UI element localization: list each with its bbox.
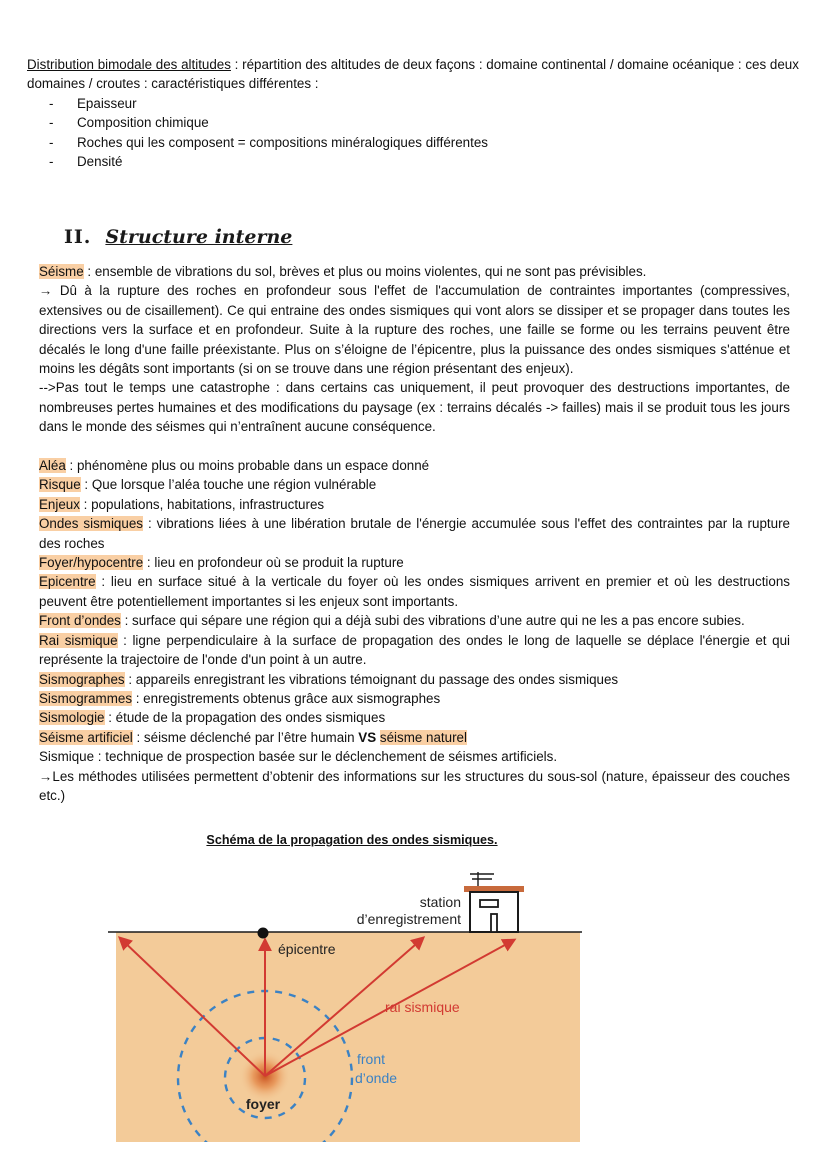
ground-layer: [116, 932, 580, 1142]
intro-block: [27, 55, 807, 171]
definition-epicentre: [39, 572, 790, 611]
term-highlight: Enjeux: [39, 496, 80, 512]
seismic-propagation-diagram: [108, 862, 582, 1142]
definition-enjeux: [39, 495, 790, 514]
spacer: [39, 437, 790, 456]
front-label-line2: d’onde: [355, 1070, 398, 1086]
recording-station: [464, 872, 524, 932]
definition-text: : ligne perpendiculaire à la surface de propagation des ondes le long de laquelle se déplace l'énergie et qui représente la trajectoire de l'onde d'un point à un autre.: [39, 632, 790, 668]
front-label: front: [357, 1051, 386, 1067]
term-highlight: Sismographes: [39, 671, 125, 687]
intro-text: : répartition des altitudes de deux façons : domaine continental / domaine océanique : ces deux domaines / croutes : caractéristiques différentes :: [27, 57, 799, 92]
definition-risque: [39, 475, 790, 494]
definition-sismogrammes: [39, 689, 790, 708]
definition-text: : étude de la propagation des ondes sismiques: [104, 710, 386, 726]
definition-text: : appareils enregistrant les vibrations témoignant du passage des ondes sismiques: [124, 671, 619, 687]
term-highlight: Séisme: [39, 264, 84, 279]
definition-sismographes: [39, 670, 790, 689]
station-label-line2: d’enregistrement: [356, 911, 461, 927]
term-plain: Sismique: [39, 749, 95, 765]
definition-text: : séisme déclenché par l’être humain: [132, 729, 359, 745]
list-item: - Densité: [27, 152, 807, 171]
seisme-definition: [39, 262, 790, 281]
rai-sismique-label: rai sismique: [385, 999, 460, 1015]
definition-text: : technique de prospection basée sur le déclenchement de séismes artificiels.: [94, 749, 558, 765]
definition-alea: [39, 456, 790, 475]
definition-text: : vibrations liées à une libération brutale de l'énergie accumulée sous l'effet des contraintes par la rupture des roches: [39, 516, 790, 551]
foyer-label: foyer: [245, 1096, 281, 1112]
intro-paragraph: [27, 55, 807, 94]
station-door: [491, 914, 497, 932]
term-highlight: Epicentre: [39, 574, 96, 590]
intro-term: Distribution bimodale des altitudes: [27, 57, 231, 72]
definition-sismologie: [39, 708, 790, 727]
list-item: - Roches qui les composent = compositions minéralogiques différentes: [27, 133, 807, 152]
term-highlight: Séisme artificiel: [39, 729, 133, 745]
epicentre-label: épicentre: [278, 941, 336, 957]
station-label: station: [419, 894, 461, 910]
definition-text: : Que lorsque l’aléa touche une région vulnérable: [80, 477, 377, 493]
term-highlight: Sismologie: [39, 710, 105, 726]
definition-text: : lieu en surface situé à la verticale du foyer où les ondes sismiques arrivent en premier et où les destructions peuvent être potentiellement importantes si les enjeux sont importants.: [39, 574, 790, 609]
term-highlight: séisme naturel: [379, 729, 467, 745]
definition-text: : populations, habitations, infrastructures: [79, 496, 325, 512]
term-highlight: Front d’ondes: [39, 613, 121, 629]
list-item: - Composition chimique: [27, 113, 807, 132]
definition-text: : lieu en profondeur où se produit la rupture: [143, 555, 404, 571]
definitions-block: [39, 262, 790, 805]
term-highlight: Ondes sismiques: [39, 516, 143, 532]
intro-list: [27, 94, 807, 172]
term-highlight: Sismogrammes: [39, 690, 133, 706]
definition-rai: [39, 631, 790, 670]
definition-ondes: [39, 514, 790, 553]
definition-text: : phénomène plus ou moins probable dans un espace donné: [65, 458, 430, 474]
definition-foyer: [39, 553, 790, 572]
section-title: Structure interne: [105, 226, 293, 248]
section-heading: [64, 224, 292, 250]
epicentre-dot: [258, 928, 269, 939]
seisme-explanation: → Dû à la rupture des roches en profondeur sous l'effet de l'accumulation de contraintes importantes (compressives, extensives ou de cisaillement). Ce qui entraine des ondes sismiques qui vont alors se dissiper et se propager dans toutes les directions vers la surface et en profondeur. Suite à la rupture des roches, une faille se forme ou les terrains peuvent être décalés le long d'une faille préexistante. Plus on s’éloigne de l’épicentre, plus la puissance des ondes sismiques s'atténue et moins les dégâts sont importants (si on se trouve dans une région présentant des enjeux).: [39, 283, 790, 377]
seisme-note: -->Pas tout le temps une catastrophe : dans certains cas uniquement, il peut provoquer des destructions importantes, de nombreuses pertes humaines et des modifications du paysage (ex : terrains décalés -> failles) mais il se produit tous les jours dans le monde des séismes qui n’entraînent aucune conséquence.: [39, 380, 790, 435]
vs-label: VS: [358, 729, 377, 745]
term-highlight: Risque: [39, 477, 81, 493]
diagram-title: Schéma de la propagation des ondes sismiques.: [206, 833, 498, 847]
sismique-note: →Les méthodes utilisées permettent d’obtenir des informations sur les structures du sous-sol (nature, épaisseur des couches etc.): [39, 768, 790, 803]
definition-sismique: [39, 747, 790, 766]
definition-front: [39, 611, 790, 630]
term-highlight: Rai sismique: [39, 632, 118, 648]
station-window: [480, 900, 498, 907]
list-item: - Epaisseur: [27, 94, 807, 113]
term-highlight: Aléa: [39, 458, 66, 474]
definition-text: : surface qui sépare une région qui a déjà subi des vibrations d’une autre qui ne les a pas encore subies.: [120, 613, 745, 629]
definition-text: : enregistrements obtenus grâce aux sismographes: [132, 690, 441, 706]
term-highlight: Foyer/hypocentre: [39, 555, 144, 571]
definition-text: : ensemble de vibrations du sol, brèves et plus ou moins violentes, qui ne sont pas prévisibles.: [83, 264, 647, 279]
definition-artificiel: [39, 728, 790, 747]
section-number: II.: [64, 226, 92, 248]
